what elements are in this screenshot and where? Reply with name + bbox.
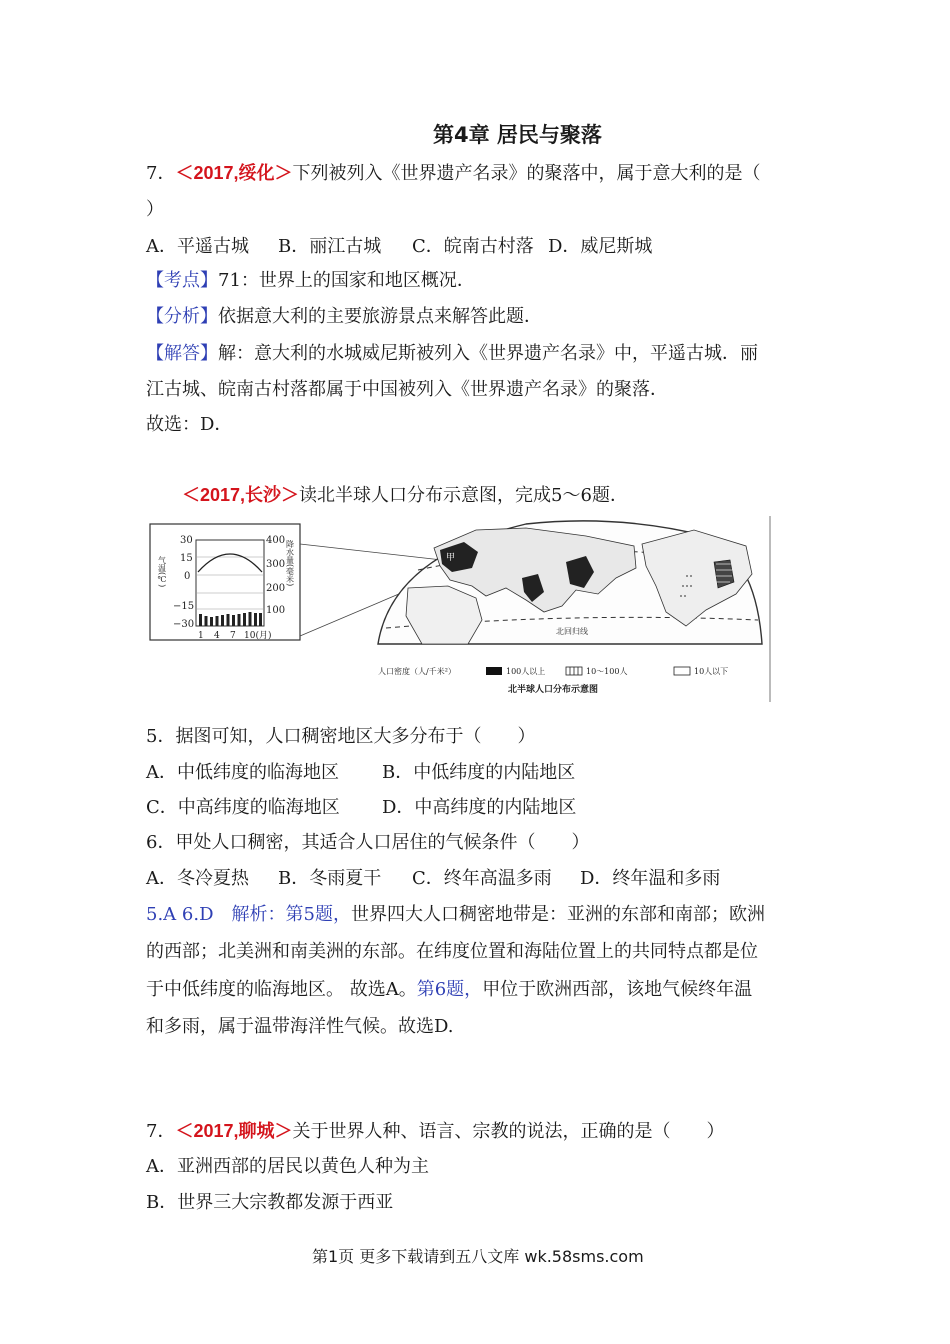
q3-option-b: B．世界三大宗教都发源于西亚 [146, 1192, 394, 1213]
precip-tick: 200 [266, 583, 286, 594]
q1-option-d: D．威尼斯城 [548, 236, 653, 257]
q5-option-b: B．中低纬度的内陆地区 [382, 762, 576, 783]
month-tick: 10(月) [244, 631, 272, 641]
q3-option-a: A．亚洲西部的居民以黄色人种为主 [146, 1156, 429, 1177]
q6-option-a: A．冬冷夏热 [146, 868, 249, 889]
precip-tick: 400 [266, 535, 286, 546]
q5-option-d: D．中高纬度的内陆地区 [382, 797, 577, 818]
q6-option-c: C．终年高温多雨 [412, 868, 552, 889]
temp-tick: −30 [173, 619, 195, 630]
q2-intro-text: 读北半球人口分布示意图，完成5～6题． [299, 485, 628, 506]
q3-stem: 关于世界人种、语言、宗教的说法，正确的是（ ） [292, 1121, 725, 1142]
temp-tick: 0 [184, 571, 191, 582]
temp-tick: −15 [173, 601, 195, 612]
q1-source: ＜2017,绥化＞ [175, 163, 293, 183]
q1-kaodian [146, 270, 475, 292]
map-legend [378, 666, 728, 695]
population-map-figure [146, 516, 772, 702]
northern-hemisphere-map [378, 521, 762, 644]
q1-stem-close: ） [146, 199, 164, 220]
tropic-label: 北回归线 [556, 627, 588, 636]
q1-fenxi [146, 306, 542, 328]
q1-jieda [146, 343, 758, 365]
figure-caption: 北半球人口分布示意图 [508, 685, 599, 695]
fenxi-text: 依据意大利的主要旅游景点来解答此题． [218, 306, 542, 327]
legend-low: 10人以下 [694, 667, 729, 676]
q5-option-a: A．中低纬度的临海地区 [146, 762, 339, 783]
temp-axis-label: 气温(℃) [157, 556, 167, 588]
q2-source: ＜2017,长沙＞ [182, 485, 300, 505]
jieda-tag: 【解答】 [146, 343, 218, 364]
legend-title: 人口密度（人/千米²） [378, 667, 456, 676]
answer-text-1: 世界四大人口稠密地带是：亚洲的东部和南部；欧洲 [350, 904, 765, 925]
q1-option-b: B．丽江古城 [278, 236, 382, 257]
page-title: 第4章 居民与聚落 [433, 123, 602, 147]
q5-option-c: C．中高纬度的临海地区 [146, 797, 340, 818]
month-tick: 7 [230, 631, 236, 641]
q56-answer-line4: 和多雨，属于温带海洋性气候。故选D. [146, 1016, 454, 1037]
climate-chart [150, 524, 300, 641]
q56-answer-line2: 的西部；北美洲和南美洲的东部。在纬度位置和海陆位置上的共同特点都是位 [146, 941, 758, 962]
q6-stem: 6．甲处人口稠密，其适合人口居住的气候条件（ ） [146, 832, 590, 853]
temp-tick: 15 [180, 553, 193, 564]
q1-jieda-line2: 江古城、皖南古村落都属于中国被列入《世界遗产名录》的聚落． [146, 379, 668, 400]
q3-number: 7． [146, 1121, 176, 1142]
legend-high: 100人以上 [506, 667, 546, 676]
month-tick: 4 [214, 631, 220, 641]
q1-answer: 故选：D． [146, 414, 233, 435]
q56-answer-line1 [146, 904, 765, 926]
answer-text-3a: 于中低纬度的临海地区。 故选A。 [146, 979, 417, 1000]
q1-stem: 下列被列入《世界遗产名录》的聚落中，属于意大利的是（ [292, 163, 761, 184]
jieda-text-1: 解：意大利的水城威尼斯被列入《世界遗产名录》中，平遥古城．丽 [218, 343, 758, 364]
kaodian-text: 71：世界上的国家和地区概况． [218, 270, 475, 291]
precip-tick: 300 [266, 559, 286, 570]
q6-option-d: D．终年温和多雨 [580, 868, 721, 889]
q3-stem-line [146, 1120, 725, 1143]
temp-tick: 30 [180, 535, 193, 546]
kaodian-tag: 【考点】 [146, 270, 218, 291]
legend-mid: 10～100人 [586, 667, 628, 676]
q1-stem-line [146, 162, 761, 185]
answer-q6-label: 第6题， [416, 979, 483, 1000]
q6-option-b: B．冬雨夏干 [278, 868, 382, 889]
fenxi-tag: 【分析】 [146, 306, 218, 327]
page-footer: 第1页 更多下载请到五八文库 wk.58sms.com [312, 1247, 644, 1266]
answer-text-3b: 甲位于欧洲西部，该地气候终年温 [482, 979, 753, 1000]
marker-jia: 甲 [446, 553, 456, 563]
q3-source: ＜2017,聊城＞ [175, 1121, 293, 1141]
q1-number: 7． [146, 163, 176, 184]
q1-option-a: A．平遥古城 [146, 236, 249, 257]
q56-answer-line3 [146, 979, 752, 1001]
precip-axis-label: 降水量(毫米) [285, 540, 295, 587]
q1-option-c: C．皖南古村落 [412, 236, 534, 257]
answer-key-blue: 5.A 6.D 解析：第5题， [146, 904, 351, 925]
q5-stem: 5．据图可知，人口稠密地区大多分布于（ ） [146, 726, 536, 747]
month-tick: 1 [198, 631, 204, 641]
q2-intro [182, 484, 628, 507]
precip-tick: 100 [266, 605, 286, 616]
